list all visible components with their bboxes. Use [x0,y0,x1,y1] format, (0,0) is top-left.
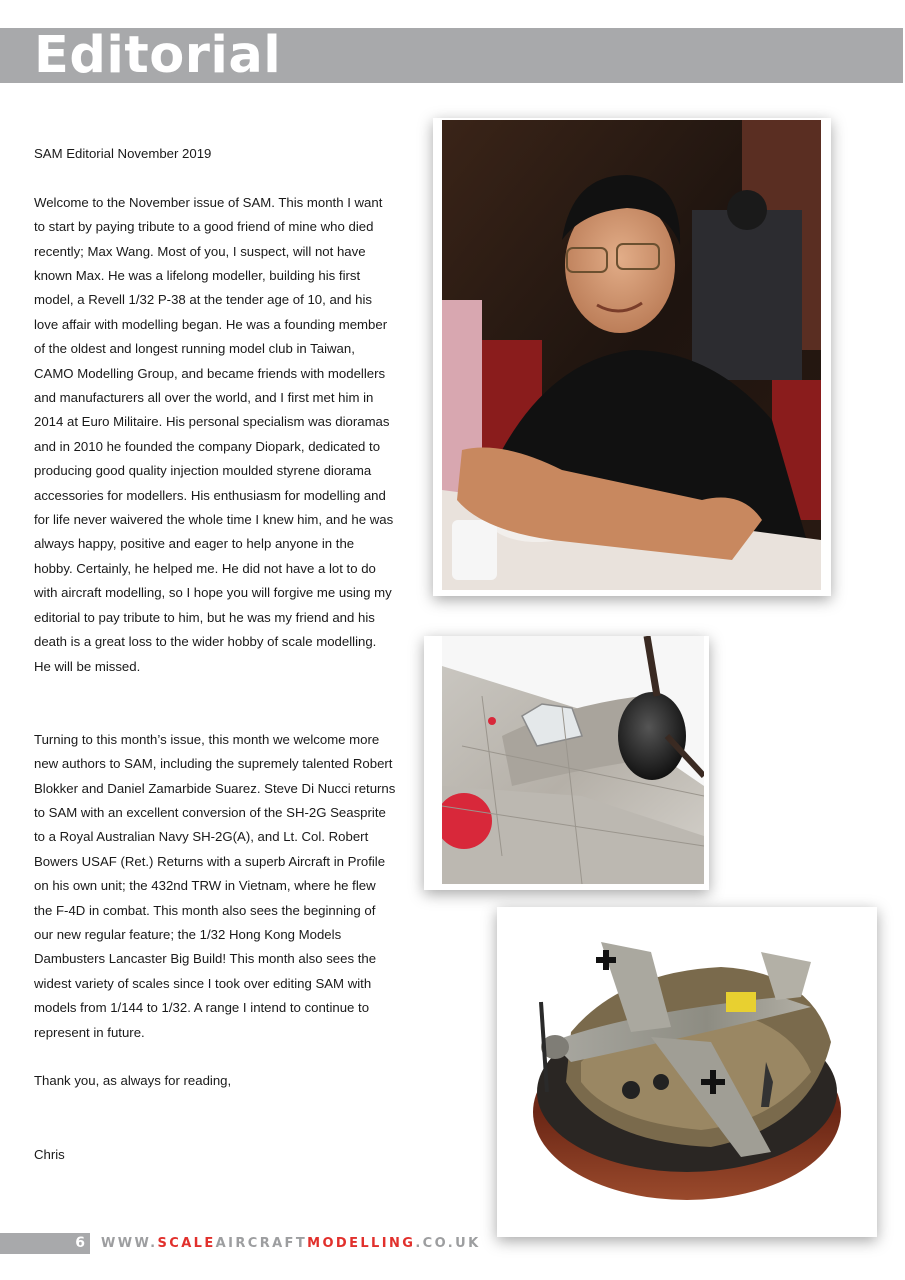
url-part-domain: .CO.UK [415,1236,481,1251]
url-part-modelling: MODELLING [307,1236,416,1251]
article-paragraph-thanks: Thank you, as always for reading, [34,1073,232,1089]
article-paragraph-tribute-end: He will be missed. [34,658,141,674]
url-part-scale: SCALE [157,1236,216,1251]
article-signature: Chris [34,1146,65,1162]
page-title: Editorial [34,26,282,85]
bf109-diorama-photo [511,912,859,1220]
editorial-article [34,142,396,1167]
article-paragraph-tribute: Welcome to the November issue of SAM. This month I want to start by paying tribute to a good friend of mine who died recently; Max Wang. Most of you, I suspect, will not have known Max. He was a lifelong modeller, building his first model, a Revell 1/32 P-38 at the tender age of 10, and his love affair with modelling began. He was a founding member of the oldest and longest running model club in Taiwan, CAMO Modelling Group, and became friends with modellers and manufacturers all over the world, and I first met him in 2014 at Euro Militaire. His personal specialism was dioramas and in 2010 he founded the company Diopark, dedicated to producing good quality injection moulded styrene diorama accessories for modellers. His enthusiasm for modelling and for life never waivered the whole time I knew him, and he was always happy, positive and eager to help anyone in the hobby. Certainly, he helped me. He did not have a lot to do with aircraft modelling, so I hope you will forgive me using my editorial to pay tribute to him, but he was my friend and his death is a great loss to the wider hobby of scale modelling. [34,194,394,650]
zero-model-photo [442,636,704,884]
url-part-www: WWW. [101,1236,158,1251]
portrait-photo [442,120,821,590]
article-heading: SAM Editorial November 2019 [34,146,212,161]
footer-website-url[interactable] [101,1233,481,1254]
footer-page-number: 6 [75,1235,85,1251]
url-part-aircraft: AIRCRAFT [215,1236,308,1251]
article-paragraph-issue: Turning to this month’s issue, this month we welcome more new authors to SAM, including the supremely talented Robert Blokker and Daniel Zamarbide Suarez. Steve Di Nucci returns to SAM with an excellent conversion of the SH-2G Seasprite to a Royal Australian Navy SH-2G(A), and Lt. Col. Robert Bowers USAF (Ret.) Returns with a superb Aircraft in Profile on his own unit; the 432nd TRW in Vietnam, where he flew the F-4D in combat. This month also sees the beginning of our new regular feature; the 1/32 Hong Kong Models Dambusters Lancaster Big Build! This month also sees the widest variety of scales since I took over editing SAM with models from 1/144 to 1/32. A range I intend to continue to represent in future. [34,731,396,1040]
